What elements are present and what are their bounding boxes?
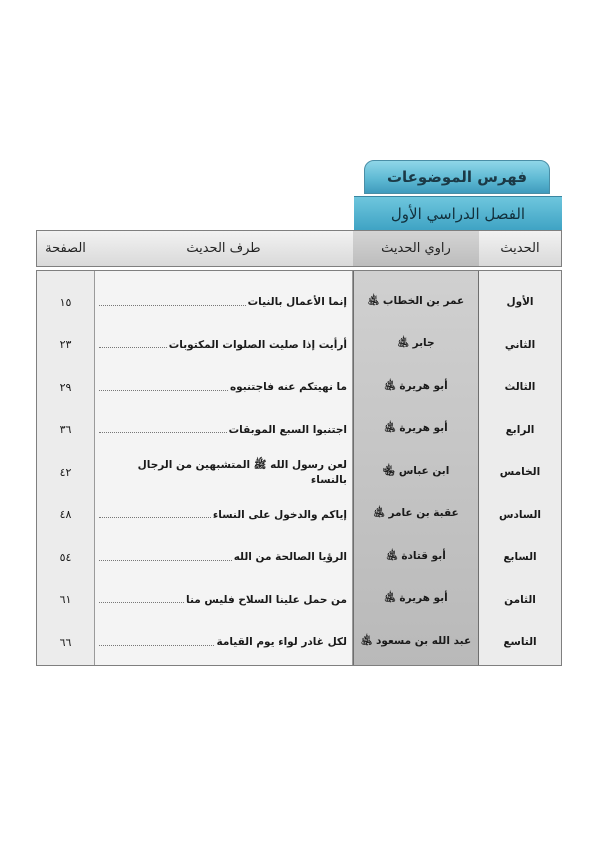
hadith-ordinal: السادس — [498, 508, 542, 521]
hadith-text — [99, 621, 347, 664]
hadith-text-label: ما نهيتكم عنه فاجتنبوه — [229, 381, 347, 394]
hadith-text — [99, 451, 347, 494]
hadith-ordinal: الثاني — [504, 338, 536, 351]
page-number: ٢٩ — [59, 380, 72, 394]
narrator-name: أبو قتادة ﵁ — [386, 549, 446, 562]
hadith-text-label: لعن رسول الله ﷺ المتشبهين من الرجال بالنساء — [137, 458, 347, 486]
dot-leader — [99, 560, 232, 561]
hadith-text-label: لكل غادر لواء يوم القيامة — [216, 636, 347, 649]
dot-leader — [99, 390, 228, 391]
table-row — [37, 451, 561, 494]
table-rows — [37, 281, 561, 664]
table-row — [37, 536, 561, 579]
table-row — [37, 621, 561, 664]
page-number: ٢٣ — [59, 338, 72, 352]
hadith-text-label: اجتنبوا السبع الموبقات — [228, 423, 347, 436]
hadith-text-label: إنما الأعمال بالنيات — [247, 296, 347, 309]
page-number: ٣٦ — [59, 423, 72, 437]
hadith-text-label: من حمل علينا السلاح فليس منا — [186, 593, 347, 606]
hadith-ordinal: الرابع — [505, 423, 535, 436]
table-row — [37, 494, 561, 537]
page-number: ٤٨ — [59, 508, 72, 522]
table-row — [37, 579, 561, 622]
page-number: ٥٤ — [59, 550, 72, 564]
hadith-ordinal: الثامن — [504, 593, 536, 606]
hadith-ordinal: التاسع — [503, 636, 537, 649]
header-page: الصفحة — [45, 241, 86, 256]
hadith-text — [99, 324, 347, 367]
table-row — [37, 409, 561, 452]
table-row — [37, 366, 561, 409]
narrator-name: ابن عباس ﵄ — [382, 464, 450, 477]
table-row — [37, 281, 561, 324]
page-number: ١٥ — [59, 295, 72, 309]
hadith-text — [99, 579, 347, 622]
narrator-name: عمر بن الخطاب ﵁ — [367, 294, 465, 307]
table-header — [36, 230, 562, 267]
hadith-ordinal: السابع — [503, 551, 537, 564]
header-hadith-text: طرف الحديث — [186, 241, 261, 256]
page-number: ٦٦ — [59, 635, 72, 649]
hadith-ordinal: الأول — [506, 296, 534, 309]
hadith-ordinal: الثالث — [504, 381, 536, 394]
hadith-ordinal: الخامس — [499, 466, 541, 479]
hadith-text-label: إياكم والدخول على النساء — [212, 508, 347, 521]
dot-leader — [99, 305, 246, 306]
index-title: فهرس الموضوعات — [364, 160, 550, 194]
narrator-name: أبو هريرة ﵁ — [384, 422, 448, 435]
semester-label: الفصل الدراسي الأول — [354, 196, 562, 230]
header-hadith: الحديث — [500, 241, 540, 256]
narrator-name: عبد الله بن مسعود ﵁ — [360, 634, 472, 647]
hadith-text — [99, 281, 347, 324]
dot-leader — [99, 432, 227, 433]
header-narrator: راوي الحديث — [353, 231, 479, 266]
hadith-text-label: الرؤيا الصالحة من الله — [233, 551, 347, 564]
hadith-text — [99, 536, 347, 579]
page-number: ٤٢ — [59, 465, 72, 479]
table-body — [36, 270, 562, 666]
hadith-text-label: أرأيت إذا صليت الصلوات المكتوبات — [168, 338, 347, 351]
hadith-text — [99, 494, 347, 537]
hadith-text — [99, 366, 347, 409]
page-number: ٦١ — [59, 593, 72, 607]
narrator-name: أبو هريرة ﵁ — [384, 592, 448, 605]
dot-leader — [99, 517, 211, 518]
table-row — [37, 324, 561, 367]
narrator-name: جابر ﵁ — [397, 337, 435, 350]
dot-leader — [99, 602, 184, 603]
hadith-text — [99, 409, 347, 452]
narrator-name: عقبة بن عامر ﵁ — [373, 507, 459, 520]
dot-leader — [99, 645, 214, 646]
narrator-name: أبو هريرة ﵁ — [384, 379, 448, 392]
dot-leader — [99, 347, 167, 348]
